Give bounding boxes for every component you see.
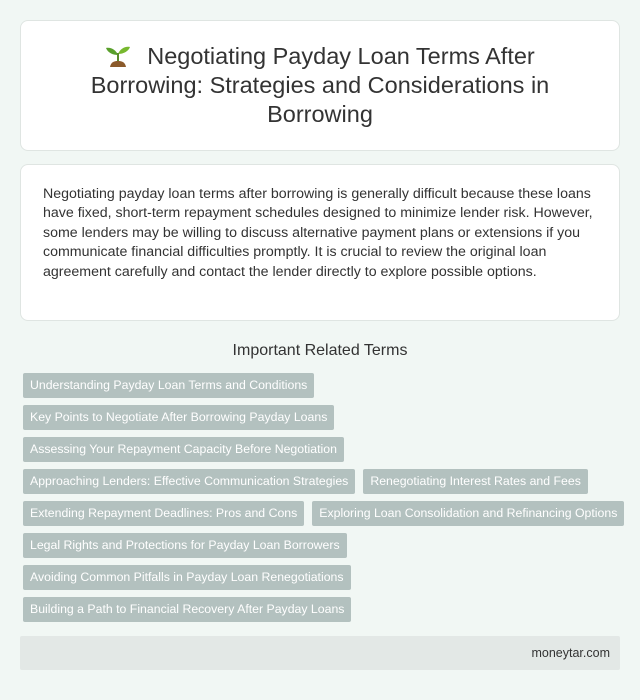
related-term-tag[interactable]: Avoiding Common Pitfalls in Payday Loan Renegotiations <box>23 565 351 590</box>
related-term-tag[interactable]: Approaching Lenders: Effective Communication Strategies <box>23 469 355 494</box>
footer-site-link[interactable]: moneytar.com <box>531 646 610 660</box>
related-term-tag[interactable]: Understanding Payday Loan Terms and Conditions <box>23 373 314 398</box>
page-title-text: Negotiating Payday Loan Terms After Borrowing: Strategies and Considerations in Borrowing <box>90 43 550 127</box>
related-term-tag[interactable]: Exploring Loan Consolidation and Refinancing Options <box>312 501 624 526</box>
tag-row <box>23 437 623 462</box>
tag-row <box>23 597 623 622</box>
related-term-tag[interactable]: Extending Repayment Deadlines: Pros and Cons <box>23 501 304 526</box>
sprout-icon <box>105 43 131 67</box>
related-term-tag[interactable]: Building a Path to Financial Recovery After Payday Loans <box>23 597 351 622</box>
footer <box>20 636 620 670</box>
related-terms-heading: Important Related Terms <box>232 342 408 359</box>
related-term-tag[interactable]: Legal Rights and Protections for Payday Loan Borrowers <box>23 533 347 558</box>
title-card <box>20 20 620 151</box>
tag-row <box>23 565 623 590</box>
tag-row <box>23 469 623 494</box>
page-title <box>51 42 589 129</box>
tag-row <box>23 533 623 558</box>
summary-card <box>20 164 620 321</box>
related-term-tag[interactable]: Renegotiating Interest Rates and Fees <box>363 469 588 494</box>
related-term-tag[interactable]: Assessing Your Repayment Capacity Before Negotiation <box>23 437 344 462</box>
related-terms-list <box>23 373 623 629</box>
tag-row <box>23 501 623 526</box>
tag-row <box>23 373 623 398</box>
tag-row <box>23 405 623 430</box>
related-term-tag[interactable]: Key Points to Negotiate After Borrowing Payday Loans <box>23 405 334 430</box>
summary-text: Negotiating payday loan terms after borrowing is generally difficult because these loans have fixed, short-term repayment schedules designed to minimize lender risk. However, some lenders may be willing to discuss alternative payment plans or extensions if you communicate financial difficulties promptly. It is crucial to review the original loan agreement carefully and contact the lender directly to explore possible options. <box>43 186 593 280</box>
